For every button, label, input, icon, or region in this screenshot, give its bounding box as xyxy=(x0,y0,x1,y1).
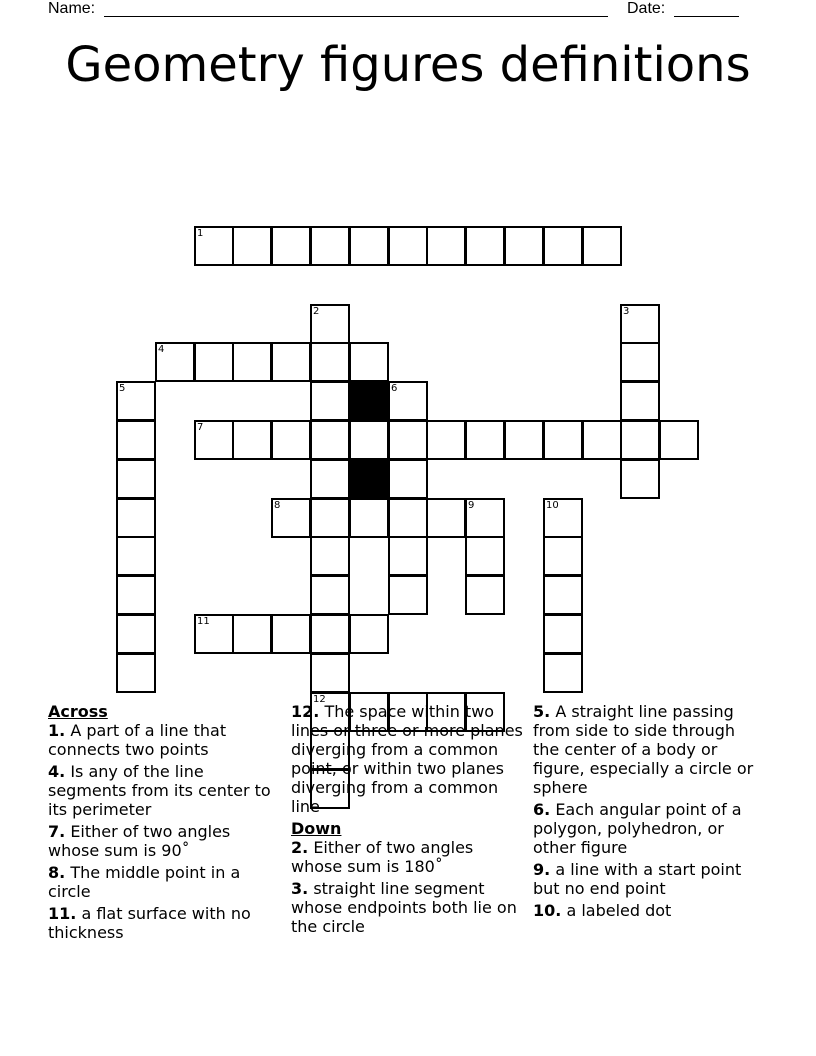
grid-cell[interactable] xyxy=(465,575,505,615)
grid-cell-3[interactable] xyxy=(620,304,660,344)
grid-cell[interactable] xyxy=(426,420,466,460)
grid-cell[interactable] xyxy=(465,536,505,576)
grid-cell[interactable] xyxy=(310,381,350,421)
name-line[interactable] xyxy=(104,16,608,17)
grid-cell[interactable] xyxy=(349,342,389,382)
clue-down-9: 9. a line with a start point but no end point xyxy=(533,860,742,898)
clue-down-3: 3. straight line segment whose endpoints both lie on the circle xyxy=(291,879,517,936)
clue-number: 10 xyxy=(546,500,559,511)
grid-cell[interactable] xyxy=(310,575,350,615)
grid-cell[interactable] xyxy=(271,342,311,382)
clue-across-1: 1. A part of a line that connects two points xyxy=(48,721,227,759)
clue-down-2: 2. Either of two angles whose sum is 180˚ xyxy=(291,838,474,876)
black-cell xyxy=(349,381,389,421)
grid-cell-2[interactable] xyxy=(310,304,350,344)
grid-cell[interactable] xyxy=(388,420,428,460)
grid-cell-6[interactable] xyxy=(388,381,428,421)
grid-cell[interactable] xyxy=(116,498,156,538)
clue-across-7: 7. Either of two angles whose sum is 90˚ xyxy=(48,822,231,860)
clue-across-8: 8. The middle point in a circle xyxy=(48,863,241,901)
grid-cell[interactable] xyxy=(271,226,311,266)
grid-cell[interactable] xyxy=(543,420,583,460)
grid-cell[interactable] xyxy=(388,226,428,266)
grid-cell[interactable] xyxy=(271,420,311,460)
grid-cell[interactable] xyxy=(582,420,622,460)
grid-cell[interactable] xyxy=(349,226,389,266)
grid-cell-5[interactable] xyxy=(116,381,156,421)
grid-cell[interactable] xyxy=(271,614,311,654)
clue-number: 9 xyxy=(468,500,475,511)
grid-cell[interactable] xyxy=(116,575,156,615)
grid-cell[interactable] xyxy=(310,614,350,654)
grid-cell-1[interactable] xyxy=(194,226,234,266)
clue-number: 5 xyxy=(119,383,126,394)
black-cell xyxy=(349,459,389,499)
grid-cell[interactable] xyxy=(232,342,272,382)
grid-cell[interactable] xyxy=(465,420,505,460)
grid-cell[interactable] xyxy=(349,420,389,460)
grid-cell[interactable] xyxy=(310,498,350,538)
grid-cell[interactable] xyxy=(349,614,389,654)
grid-cell[interactable] xyxy=(116,536,156,576)
grid-cell[interactable] xyxy=(388,536,428,576)
grid-cell[interactable] xyxy=(543,226,583,266)
grid-cell[interactable] xyxy=(310,459,350,499)
clue-column-3 xyxy=(533,702,765,923)
grid-cell-7[interactable] xyxy=(194,420,234,460)
grid-cell[interactable] xyxy=(465,226,505,266)
clue-column-1 xyxy=(48,702,280,945)
grid-cell-9[interactable] xyxy=(465,498,505,538)
grid-cell[interactable] xyxy=(310,536,350,576)
clue-number: 2 xyxy=(313,306,320,317)
grid-cell[interactable] xyxy=(232,420,272,460)
clue-number: 12 xyxy=(313,694,326,705)
clue-number: 4 xyxy=(158,344,165,355)
down-heading: Down xyxy=(291,819,342,838)
clue-number: 3 xyxy=(623,306,630,317)
grid-cell[interactable] xyxy=(349,498,389,538)
clue-number: 1 xyxy=(197,228,204,239)
clue-down-5: 5. A straight line passing from side to side through the center of a body or figure, especially a circle or sphere xyxy=(533,702,754,797)
grid-cell[interactable] xyxy=(310,342,350,382)
grid-cell[interactable] xyxy=(582,226,622,266)
grid-cell-11[interactable] xyxy=(194,614,234,654)
grid-cell[interactable] xyxy=(388,459,428,499)
name-label: Name: xyxy=(48,0,96,17)
grid-cell[interactable] xyxy=(310,420,350,460)
grid-cell[interactable] xyxy=(232,226,272,266)
grid-cell[interactable] xyxy=(388,498,428,538)
clue-number: 8 xyxy=(274,500,281,511)
clue-down-10: 10. a labeled dot xyxy=(533,901,672,920)
grid-cell[interactable] xyxy=(543,614,583,654)
clue-number: 11 xyxy=(197,616,210,627)
grid-cell[interactable] xyxy=(232,614,272,654)
grid-cell[interactable] xyxy=(310,226,350,266)
clue-down-6: 6. Each angular point of a polygon, polyhedron, or other figure xyxy=(533,800,742,857)
clue-across-12: 12. The space within two lines or three or more planes diverging from a common point, or within two planes diverging from a common line xyxy=(291,702,523,816)
date-label: Date: xyxy=(627,0,666,17)
across-heading: Across xyxy=(48,702,108,721)
grid-cell[interactable] xyxy=(194,342,234,382)
page-title: Geometry figures definitions xyxy=(65,37,751,93)
clue-number: 7 xyxy=(197,422,204,433)
grid-cell[interactable] xyxy=(620,420,660,460)
grid-cell[interactable] xyxy=(388,575,428,615)
grid-cell[interactable] xyxy=(504,226,544,266)
grid-cell[interactable] xyxy=(116,614,156,654)
grid-cell[interactable] xyxy=(310,653,350,693)
grid-cell[interactable] xyxy=(543,536,583,576)
grid-cell[interactable] xyxy=(543,575,583,615)
clue-across-4: 4. Is any of the line segments from its center to its perimeter xyxy=(48,762,271,819)
grid-cell[interactable] xyxy=(116,653,156,693)
grid-cell[interactable] xyxy=(620,459,660,499)
clue-number: 6 xyxy=(391,383,398,394)
grid-cell-4[interactable] xyxy=(155,342,195,382)
date-line[interactable] xyxy=(674,16,739,17)
grid-cell[interactable] xyxy=(426,226,466,266)
grid-cell[interactable] xyxy=(426,498,466,538)
grid-cell-10[interactable] xyxy=(543,498,583,538)
grid-cell[interactable] xyxy=(620,342,660,382)
grid-cell[interactable] xyxy=(620,381,660,421)
clue-column-2 xyxy=(291,702,523,939)
clue-across-11: 11. a flat surface with no thickness xyxy=(48,904,251,942)
grid-cell[interactable] xyxy=(116,420,156,460)
grid-cell[interactable] xyxy=(504,420,544,460)
grid-cell[interactable] xyxy=(659,420,699,460)
grid-cell[interactable] xyxy=(116,459,156,499)
grid-cell[interactable] xyxy=(543,653,583,693)
grid-cell-8[interactable] xyxy=(271,498,311,538)
